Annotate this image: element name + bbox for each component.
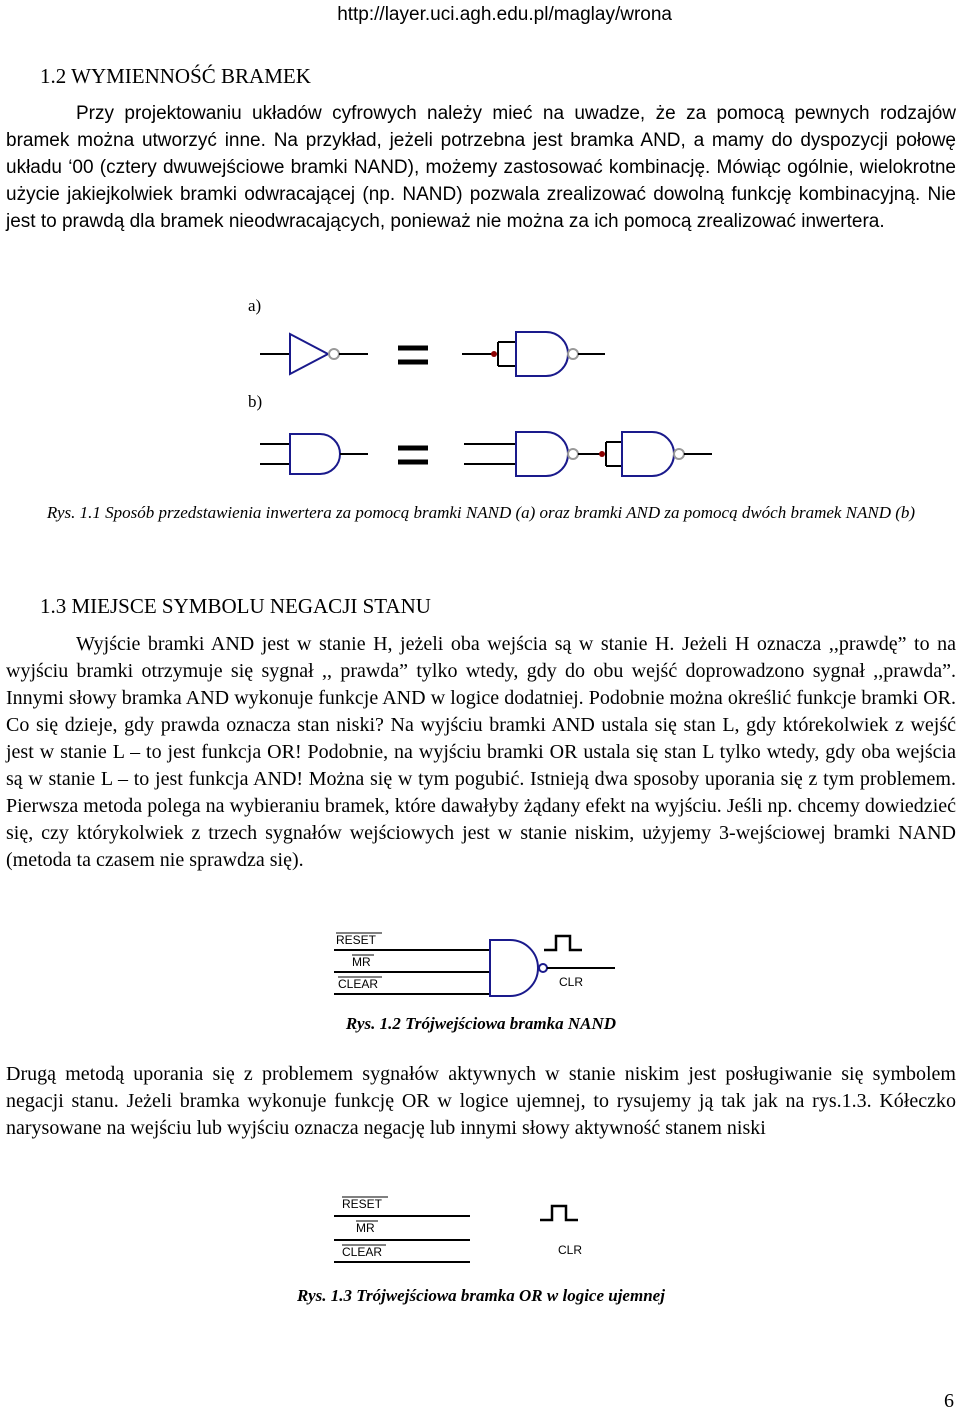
- paragraph-negation: Drugą metodą uporania się z problemem sygnałów aktywnych w stanie niskim jest posługiwanie się symbolem negacji stanu. Jeżeli bramka wykonuje funkcję OR w logice ujemnej, to rysujemy ją tak jak na rys.1.3. Kółeczko narysowane na wejściu lub wyjściu oznacza negację lub innymi słowy aktywność stanem niski: [6, 1063, 956, 1139]
- figure-1-1-caption: Rys. 1.1 Sposób przedstawienia inwertera za pomocą bramki NAND (a) oraz bramki AND za pomocą dwóch bramek NAND (b): [46, 503, 916, 522]
- nand-gate-tied-inputs: [462, 332, 605, 376]
- and-gate-symbol: [260, 434, 368, 474]
- paragraph-1-2: Przy projektowaniu układów cyfrowych należy mieć na uwadze, że za pomocą pewnych rodzajów bramek można utworzyć inne. Na przykład, jeżeli potrzebna jest bramka AND, a mamy do dyspozycji połowę układu ‘00 (cztery dwuwejściowe bramki NAND), możemy zastosować kombinację. Mówiąc ogólnie, wielokrotne użycie jakiejkolwiek bramki odwracającej (np. NAND) pozwala zrealizować dowolną funkcję kombinacyjną. Nie jest to prawdą dla bramek nieodwracających, ponieważ nie można za ich pomocą zrealizować inwertera.: [6, 103, 956, 232]
- caption-text: Trójwejściowa bramka NAND: [405, 1014, 617, 1033]
- input-label-mr: MR: [352, 955, 371, 969]
- nand-gate-first: [464, 432, 600, 476]
- figure-1-1-diagram: [250, 320, 720, 480]
- figure-label-a: a): [248, 296, 262, 315]
- pulse-low-icon: [544, 936, 582, 950]
- nand-gate-3-input: [490, 940, 615, 996]
- figure-1-2-diagram: [330, 928, 630, 1000]
- input-label-clear: CLEAR: [342, 1245, 383, 1259]
- caption-number: Rys. 1.2: [345, 1014, 401, 1033]
- caption-text: Trójwejściowa bramka OR w logice ujemnej: [356, 1286, 665, 1305]
- input-label-mr: MR: [356, 1221, 375, 1235]
- section-heading-1-3: 1.3 MIEJSCE SYMBOLU NEGACJI STANU: [40, 594, 431, 618]
- equals-sign-b: [398, 448, 428, 462]
- input-label-clear: CLEAR: [338, 977, 379, 991]
- junction-dot: [491, 351, 497, 357]
- page-number: 6: [944, 1390, 954, 1412]
- input-label-reset: RESET: [342, 1197, 383, 1211]
- header-url: http://layer.uci.agh.edu.pl/maglay/wrona: [337, 4, 672, 25]
- junction-dot: [599, 451, 605, 457]
- figure-1-3-diagram: [330, 1192, 630, 1268]
- output-label-clr: CLR: [559, 975, 584, 989]
- output-label-clr: CLR: [558, 1243, 583, 1257]
- nand-gate-second-tied: [606, 432, 712, 476]
- equals-sign-a: [398, 348, 428, 362]
- figure-label-b: b): [248, 392, 263, 411]
- section-heading-1-2: 1.2 WYMIENNOŚĆ BRAMEK: [40, 64, 311, 88]
- caption-number: Rys. 1.3: [297, 1286, 352, 1305]
- paragraph-1-3: Wyjście bramki AND jest w stanie H, jeżeli oba wejścia są w stanie H. Jeżeli H oznacza ,,prawdę” to na wyjściu bramki otrzymuje się sygnał ,, prawda” tylko wtedy, gdy do obu wejść doprowadzono sygnał ,,prawda”. Innymi słowy bramka AND wykonuje funkcje AND w logice dodatniej. Podobnie można określić funkcje bramki OR. Co się dzieje, gdy prawda oznacza stan niski? Na wyjściu bramki AND ustala się stan L, gdy którekolwiek z wejść jest w stanie L – to jest funkcja OR! Podobnie, na wyjściu bramki OR ustala się stan L tylko wtedy, gdy oba wejścia są w stanie L – to jest funkcja AND! Można się w tym pogubić. Istnieją dwa sposoby uporania się z tym problemem. Pierwsza metoda polega na wybieraniu bramek, które dawałyby żądany efekt na wyjściu. Jeśli np. chcemy dowiedzieć się, czy którykolwiek z trzech sygnałów wejściowych jest w stanie niskim, użyjemy 3-wejściowej bramki NAND (metoda ta czasem nie sprawdza się).: [6, 633, 956, 871]
- pulse-low-icon: [540, 1206, 578, 1220]
- input-label-reset: RESET: [336, 933, 377, 947]
- inverter-symbol: [260, 334, 368, 374]
- figure-1-2-caption: [6, 1014, 956, 1034]
- figure-1-3-caption: [6, 1286, 956, 1306]
